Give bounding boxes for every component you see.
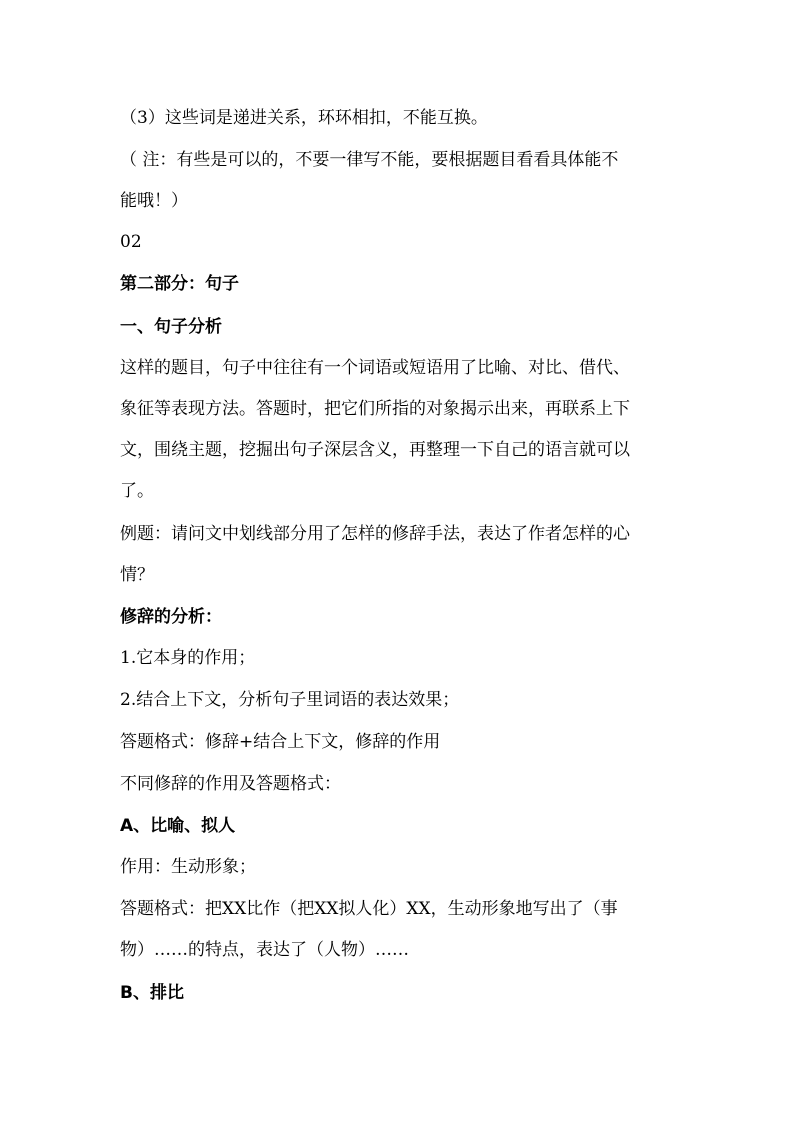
paragraph-line: 象征等表现方法。答题时，把它们所指的对象揭示出来，再联系上下 [120,399,630,419]
list-item: 2.结合上下文，分析句子里词语的表达效果； [120,690,460,710]
function-line: 作用：生动形象； [120,857,256,877]
section-number: 02 [120,232,142,252]
answer-format-a-cont: 物）……的特点，表达了（人物）…… [120,940,409,960]
paragraph-line: 了。 [120,481,154,501]
subsection-title: 一、句子分析 [120,317,222,337]
rhetoric-types-intro: 不同修辞的作用及答题格式： [120,774,341,794]
section-title: 第二部分：句子 [120,274,239,294]
paragraph-line: 这样的题目，句子中往往有一个词语或短语用了比喻、对比、借代、 [120,358,630,378]
list-item: 1.它本身的作用； [120,648,256,668]
example-question: 例题：请问文中划线部分用了怎样的修辞手法，表达了作者怎样的心 [120,524,630,544]
paragraph-line: 文，围绕主题，挖掘出句子深层含义，再整理一下自己的语言就可以 [120,440,630,460]
text-line-note-cont: 能哦！） [120,191,188,211]
text-line-note: （ 注：有些是可以的，不要一律写不能，要根据题目看看具体能不 [120,150,619,170]
example-question-cont: 情？ [120,565,154,585]
rhetoric-heading-b: B、排比 [120,983,184,1003]
rhetoric-heading-a: A、比喻、拟人 [120,816,236,836]
rhetoric-analysis-heading: 修辞的分析： [120,607,222,627]
text-line-note-3: （3）这些词是递进关系，环环相扣，不能互换。 [120,108,488,128]
answer-format-a: 答题格式：把XX比作（把XX拟人化）XX，生动形象地写出了（事 [120,899,618,919]
answer-format: 答题格式：修辞+结合上下文，修辞的作用 [120,732,441,752]
